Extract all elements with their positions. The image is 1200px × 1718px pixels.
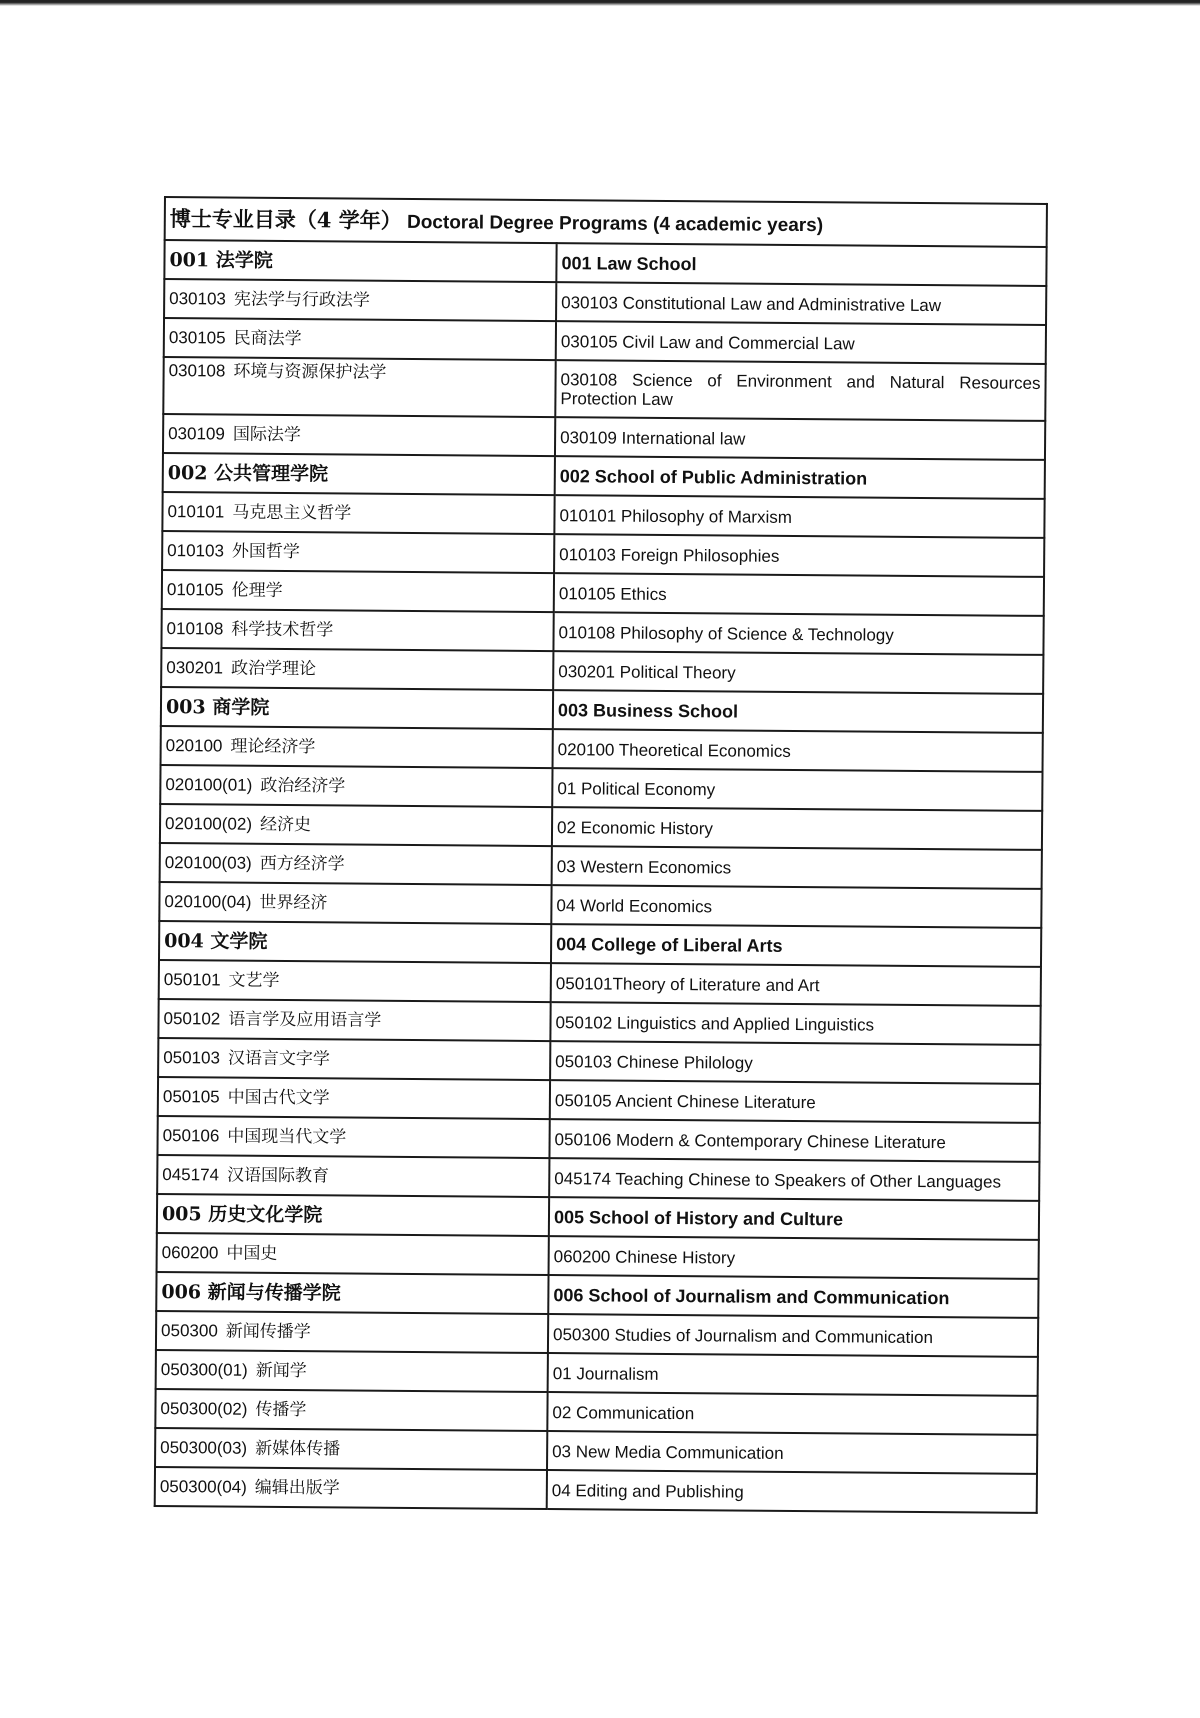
program-zh-cell: [163, 357, 555, 417]
program-name-en: 04 Editing and Publishing: [547, 1470, 1037, 1513]
program-name-en: 030109 International law: [555, 417, 1045, 460]
school-name-zh-text: 005 历史文化学院: [161, 1202, 323, 1226]
program-name-en: 050300 Studies of Journalism and Communication: [548, 1314, 1038, 1357]
program-row: [162, 570, 1044, 616]
school-name-zh-text: 004 文学院: [164, 929, 268, 953]
program-row: [155, 1428, 1037, 1474]
program-name-en: 050103 Chinese Philology: [550, 1041, 1040, 1084]
program-name-en: 050106 Modern & Contemporary Chinese Literature: [549, 1119, 1039, 1162]
program-code: 050300(03): [160, 1438, 248, 1458]
program-name-zh: 政治经济学: [260, 775, 346, 797]
school-header-row: [159, 921, 1041, 967]
school-name-zh-text: 006 新闻与传播学院: [161, 1280, 341, 1304]
program-zh-cell: [159, 960, 551, 1002]
school-name-zh-text: 001 法学院: [169, 248, 273, 272]
program-row: [157, 1233, 1039, 1279]
program-name-en: 02 Communication: [547, 1392, 1037, 1435]
program-name-en: 030105 Civil Law and Commercial Law: [556, 321, 1046, 364]
program-row: [158, 1077, 1040, 1123]
program-name-zh: 文艺学: [228, 970, 280, 991]
school-name-zh: [163, 453, 555, 495]
program-row: [155, 1389, 1037, 1435]
program-name-en: 010103 Foreign Philosophies: [554, 534, 1044, 577]
program-name-zh: 伦理学: [231, 580, 283, 601]
program-code: 050102: [163, 1009, 221, 1029]
program-name-zh: 经济史: [259, 814, 312, 836]
program-row: [159, 882, 1041, 928]
program-name-zh: 汉语国际教育: [226, 1165, 330, 1187]
program-name-zh: 民商法学: [233, 328, 302, 350]
program-catalog-table: [154, 196, 1048, 1514]
program-code: 050101: [163, 970, 221, 990]
program-code: 045174: [162, 1165, 220, 1185]
program-row: [157, 1155, 1039, 1201]
program-row: [163, 357, 1045, 421]
program-name-en: 050101Theory of Literature and Art: [551, 963, 1041, 1006]
program-code: 020100: [165, 736, 223, 756]
program-name-en: 01 Journalism: [548, 1353, 1038, 1396]
school-header-row: [163, 453, 1045, 499]
program-zh-cell: [163, 414, 555, 456]
program-name-zh: 新闻传播学: [225, 1321, 311, 1343]
program-name-en: 020100 Theoretical Economics: [553, 729, 1043, 772]
program-name-zh: 科学技术哲学: [231, 619, 334, 641]
program-name-en: 010105 Ethics: [554, 573, 1044, 616]
school-name-zh: [156, 1272, 548, 1314]
program-row: [162, 531, 1044, 577]
program-code: 050300(04): [159, 1477, 247, 1497]
program-row: [164, 279, 1046, 325]
program-code: 010105: [166, 580, 224, 600]
program-row: [157, 1116, 1039, 1162]
program-code: 030109: [168, 424, 225, 444]
program-name-en: 010101 Philosophy of Marxism: [554, 495, 1044, 538]
program-code: 050300(02): [160, 1399, 248, 1419]
program-name-zh: 西方经济学: [259, 853, 345, 875]
program-code: 060200: [161, 1243, 219, 1263]
program-name-zh: 传播学: [255, 1399, 307, 1421]
program-zh-cell: [160, 765, 552, 807]
program-code: 030108: [168, 361, 226, 381]
program-zh-cell: [155, 1467, 547, 1509]
program-row: [161, 648, 1043, 694]
program-code: 030201: [166, 658, 224, 678]
program-zh-cell: [161, 726, 553, 768]
program-zh-cell: [164, 279, 556, 321]
school-name-zh: [164, 240, 556, 282]
program-name-zh: 中国史: [226, 1243, 278, 1264]
program-zh-cell: [156, 1311, 548, 1353]
program-row: [160, 843, 1042, 889]
catalog-title-zh: 博士专业目录（4 学年）: [169, 205, 402, 233]
program-name-en: 050102 Linguistics and Applied Linguistics: [550, 1002, 1040, 1045]
program-zh-cell: [160, 804, 552, 846]
program-name-en: 02 Economic History: [552, 807, 1042, 850]
school-name-zh: [159, 921, 551, 963]
program-code: 050103: [163, 1048, 221, 1068]
program-name-en: 01 Political Economy: [552, 768, 1042, 811]
program-name-zh: 新闻学: [255, 1360, 307, 1382]
program-name-zh: 中国古代文学: [227, 1087, 330, 1109]
program-name-zh: 世界经济: [259, 892, 328, 914]
scan-edge: [0, 0, 1200, 6]
program-zh-cell: [158, 1038, 550, 1080]
program-zh-cell: [161, 609, 553, 651]
school-name-zh-text: 003 商学院: [165, 695, 270, 719]
school-header-row: [164, 240, 1046, 286]
program-zh-cell: [155, 1428, 547, 1470]
school-name-zh: [157, 1194, 549, 1236]
program-name-zh: 语言学及应用语言学: [228, 1009, 382, 1031]
program-name-en: 03 New Media Communication: [547, 1431, 1037, 1474]
program-name-zh: 外国哲学: [231, 541, 301, 563]
program-row: [160, 804, 1042, 850]
program-zh-cell: [158, 999, 550, 1041]
program-name-zh: 环境与资源保护法学: [233, 361, 387, 383]
program-code: 010103: [167, 541, 225, 561]
program-code: 050300: [161, 1321, 218, 1341]
program-row: [156, 1311, 1038, 1357]
program-code: 030105: [168, 328, 226, 348]
catalog-title: [165, 197, 1047, 247]
program-zh-cell: [161, 648, 553, 690]
school-name-en: 004 College of Liberal Arts: [551, 924, 1041, 967]
program-name-zh: 编辑出版学: [254, 1477, 340, 1499]
program-row: [164, 318, 1046, 364]
program-code: 020100(03): [164, 853, 252, 873]
program-code: 030103: [169, 289, 227, 309]
program-row: [162, 492, 1044, 538]
program-row: [158, 999, 1040, 1045]
program-name-zh: 国际法学: [232, 424, 301, 446]
program-row: [155, 1467, 1037, 1513]
program-zh-cell: [162, 570, 554, 612]
program-code: 050106: [162, 1126, 220, 1146]
program-zh-cell: [158, 1077, 550, 1119]
program-code: 010108: [166, 619, 224, 639]
program-zh-cell: [160, 843, 552, 885]
catalog-title-row: [165, 197, 1047, 247]
program-name-zh: 马克思主义哲学: [232, 502, 352, 524]
program-code: 050105: [162, 1087, 220, 1107]
program-name-zh: 新媒体传播: [255, 1438, 341, 1460]
school-name-en: 003 Business School: [553, 690, 1043, 733]
program-code: 020100(04): [164, 892, 252, 912]
program-row: [159, 960, 1041, 1006]
school-name-en: 002 School of Public Administration: [555, 456, 1045, 499]
catalog-title-en: Doctoral Degree Programs (4 academic years): [406, 211, 824, 236]
program-code: 020100(02): [164, 814, 253, 834]
school-name-en: 006 School of Journalism and Communication: [548, 1275, 1038, 1318]
program-zh-cell: [157, 1155, 549, 1197]
program-name-en: 04 World Economics: [551, 885, 1041, 928]
program-row: [161, 609, 1043, 655]
program-code: 020100(01): [165, 775, 253, 795]
program-code: 010101: [167, 502, 225, 522]
program-code: 050300(01): [160, 1360, 248, 1380]
program-row: [163, 414, 1045, 460]
program-name-en: 030103 Constitutional Law and Administrative Law: [556, 282, 1046, 325]
program-name-zh: 理论经济学: [230, 736, 316, 758]
program-row: [161, 726, 1043, 772]
school-name-en: 005 School of History and Culture: [549, 1197, 1039, 1240]
program-name-zh: 宪法学与行政法学: [233, 289, 370, 311]
program-name-en: 03 Western Economics: [552, 846, 1042, 889]
program-name-zh: 中国现当代文学: [227, 1126, 347, 1148]
program-name-en: 030201 Political Theory: [553, 651, 1043, 694]
school-name-zh: [161, 687, 553, 729]
school-header-row: [157, 1194, 1039, 1240]
program-zh-cell: [156, 1350, 548, 1392]
program-name-zh: 汉语言文字学: [227, 1048, 331, 1070]
program-row: [158, 1038, 1040, 1084]
program-zh-cell: [162, 492, 554, 534]
program-zh-cell: [157, 1116, 549, 1158]
program-zh-cell: [164, 318, 556, 360]
program-row: [156, 1350, 1038, 1396]
program-name-en: 045174 Teaching Chinese to Speakers of Other Languages: [549, 1158, 1039, 1201]
school-name-zh-text: 002 公共管理学院: [167, 461, 329, 485]
program-name-zh: 政治学理论: [230, 658, 317, 680]
school-name-en: 001 Law School: [556, 243, 1046, 286]
program-row: [160, 765, 1042, 811]
program-zh-cell: [155, 1389, 547, 1431]
school-header-row: [161, 687, 1043, 733]
program-name-en: 060200 Chinese History: [549, 1236, 1039, 1279]
program-zh-cell: [162, 531, 554, 573]
school-header-row: [156, 1272, 1038, 1318]
program-name-en: 030108 Science of Environment and Natural Resources Protection Law: [555, 360, 1045, 421]
program-name-en: 010108 Philosophy of Science & Technology: [553, 612, 1043, 655]
program-name-en: 050105 Ancient Chinese Literature: [550, 1080, 1040, 1123]
program-zh-cell: [159, 882, 551, 924]
program-zh-cell: [157, 1233, 549, 1275]
